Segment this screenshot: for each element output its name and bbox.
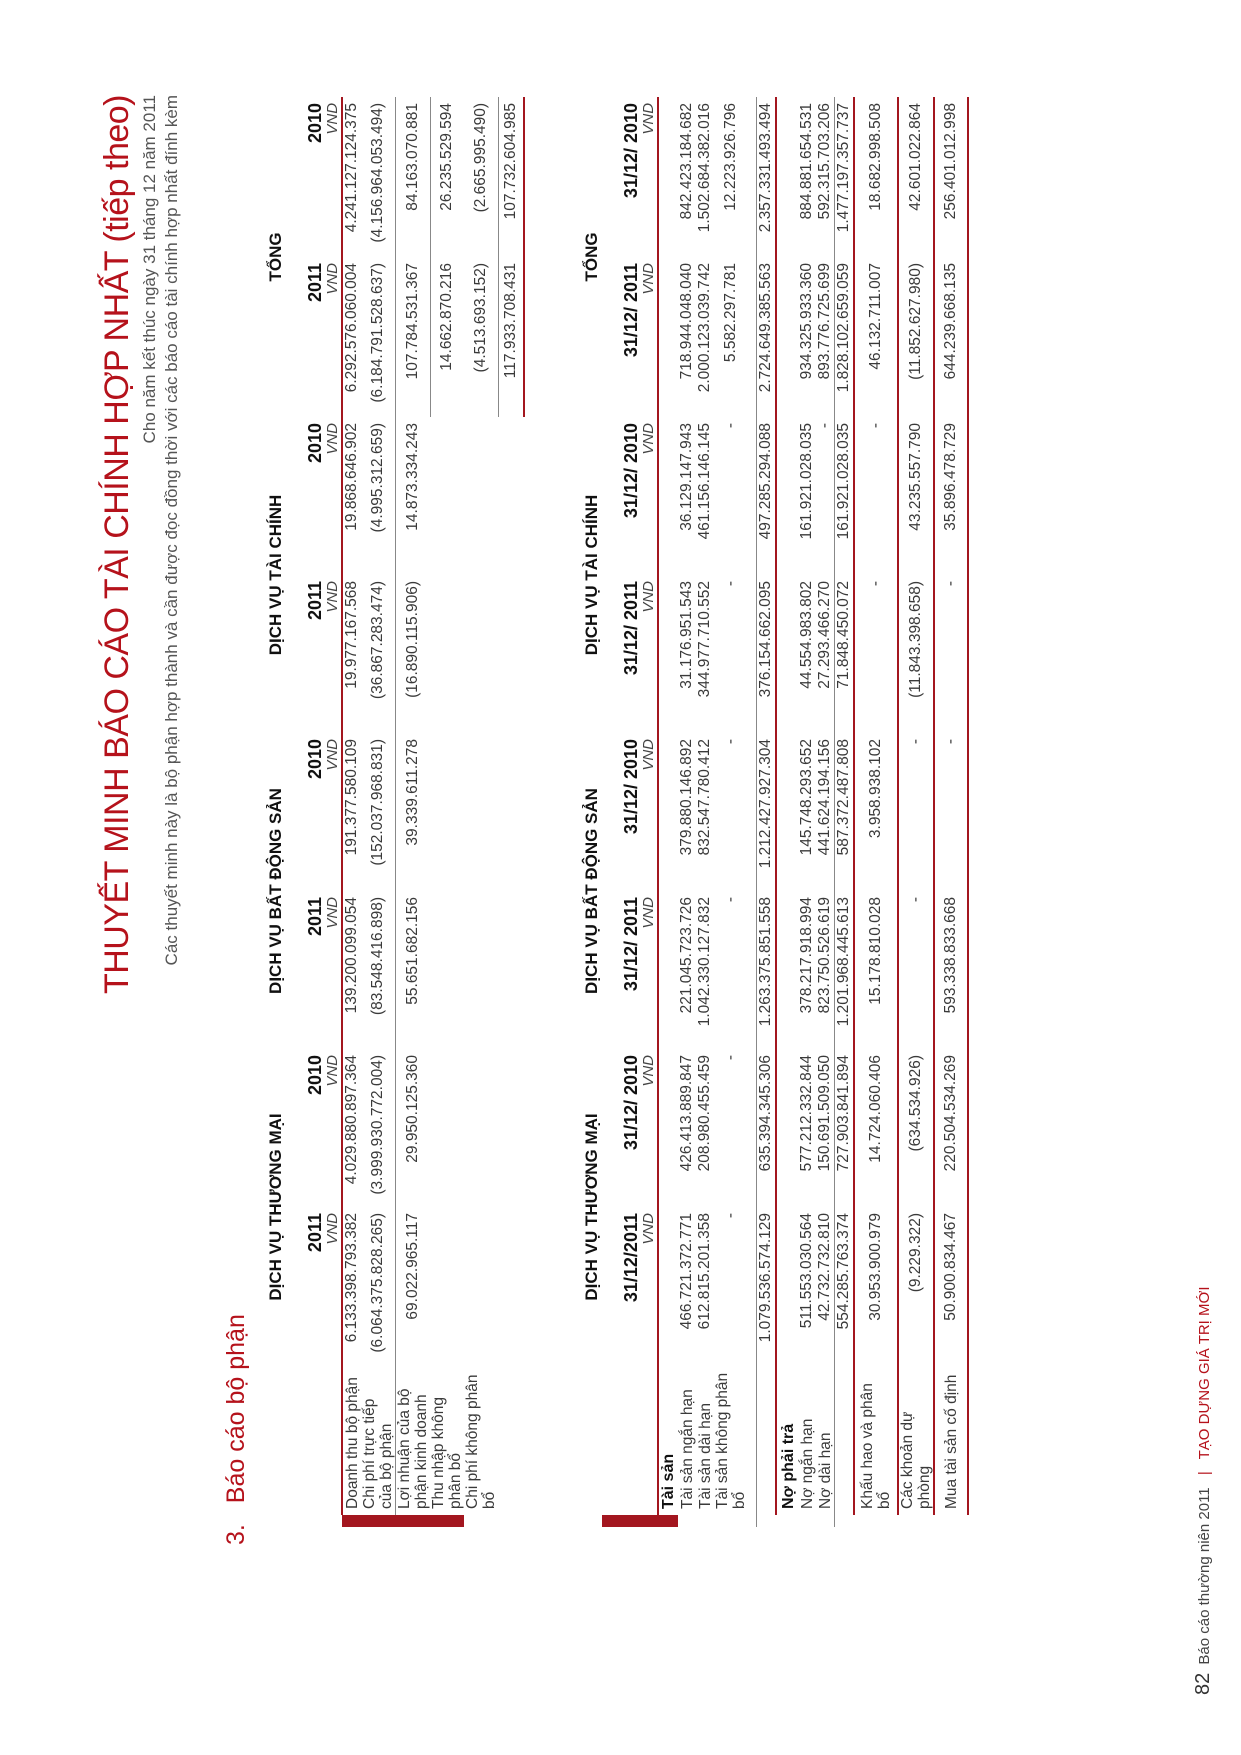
value-cell: 461.156.146.145 — [696, 422, 713, 540]
value-cell: 107.732.604.985 — [498, 97, 524, 257]
value-cell: 29.950.125.360 — [396, 1049, 431, 1207]
value-cell: - — [854, 575, 898, 733]
row-label: Các khoản dự phòng — [898, 1365, 934, 1515]
table2-date-cell: 31/12/ 2010 VND — [621, 738, 657, 835]
value-cell: 6.133.398.793.382 — [342, 1207, 361, 1365]
value-cell: 934.325.933.360 — [798, 262, 815, 380]
value-cell: 208.980.455.459 — [696, 1054, 713, 1172]
value-cell: 6.292.576.060.004 — [342, 257, 361, 417]
value-cell: 587.372.487.808 — [835, 733, 855, 891]
value-cell: 50.900.834.467 — [934, 1207, 968, 1365]
value-cell: 69.022.965.117 — [396, 1207, 431, 1365]
value-cell: 511.553.030.564 — [798, 1213, 815, 1329]
page-subtitle-period: Cho năm kết thúc ngày 31 tháng 12 năm 2011 — [140, 95, 159, 444]
value-cell: 344.977.710.552 — [696, 580, 713, 698]
value-cell: 15.178.810.028 — [854, 891, 898, 1049]
table2-row — [934, 97, 968, 1527]
value-cell: (11.852.627.980) — [898, 257, 934, 417]
value-cell: 1.212.427.927.304 — [757, 733, 777, 891]
value-cell: (2.665.995.490) — [471, 102, 489, 213]
table2-assets-total-row — [757, 97, 777, 1527]
value-cell: - — [816, 422, 833, 429]
value-cell: 379.880.146.892 — [678, 738, 695, 856]
value-cell — [430, 1049, 464, 1207]
value-cell: (9.229.322) — [898, 1207, 934, 1365]
value-cell: 12.223.926.796 — [722, 102, 739, 211]
table2-row — [696, 97, 714, 1527]
row-label: Tài sản ngắn hạn — [678, 1389, 696, 1509]
table2-date-cell: 31/12/2011 VND — [621, 1213, 657, 1303]
value-cell: 1.079.536.574.129 — [757, 1207, 777, 1365]
row-label: Chi phí trực tiếp của bộ phận — [361, 1398, 395, 1509]
table1-year-cell: 2011 VND — [305, 262, 341, 303]
value-cell: - — [722, 1054, 739, 1061]
table1-year-row — [286, 97, 342, 1527]
table2-date-cell: 31/12/ 2010 VND — [621, 102, 657, 199]
value-cell: 107.784.531.367 — [396, 257, 431, 417]
table1-year-cell: 2011 VND — [305, 896, 341, 937]
table2-group-row — [578, 97, 602, 1527]
value-cell: 842.423.184.682 — [678, 102, 695, 220]
value-cell: 14.873.334.243 — [396, 417, 431, 575]
table1-row — [464, 97, 498, 1527]
table1-year-cell: 2010 VND — [305, 102, 341, 144]
value-cell: 497.285.294.088 — [757, 417, 777, 575]
value-cell: 31.176.951.543 — [678, 580, 695, 689]
value-cell: 27.293.466.270 — [816, 580, 833, 689]
value-cell: (634.534.926) — [898, 1049, 934, 1207]
value-cell: - — [854, 417, 898, 575]
value-cell: 718.944.048.040 — [678, 262, 695, 380]
table1-year-cell: 2010 VND — [305, 422, 341, 464]
value-cell — [430, 417, 464, 575]
table1-group-trade: DỊCH VỤ THƯƠNG MẠI — [266, 1113, 285, 1301]
value-cell: 19.868.646.902 — [342, 417, 361, 575]
table2-date-cell: 31/12/ 2011 VND — [621, 580, 657, 676]
segment-income-table — [262, 97, 525, 1527]
table1-year-cell: 2011 VND — [305, 580, 341, 621]
table2-row — [898, 97, 934, 1527]
value-cell: 161.921.028.035 — [835, 417, 855, 575]
value-cell: 577.212.332.844 — [798, 1054, 815, 1172]
table2-date-cell: 31/12/ 2011 VND — [621, 262, 657, 358]
row-label: Mua tài sản cố định — [934, 1365, 968, 1515]
value-cell: 1.042.330.127.832 — [696, 896, 713, 1027]
table1-group-finance: DỊCH VỤ TÀI CHÍNH — [266, 494, 285, 656]
value-cell: 1.201.968.445.613 — [835, 891, 855, 1049]
table2-date-cell: 31/12/ 2011 VND — [621, 896, 657, 992]
value-cell — [430, 575, 464, 733]
value-cell — [430, 891, 464, 1049]
value-cell: 1.263.375.851.558 — [757, 891, 777, 1049]
value-cell — [430, 733, 464, 891]
value-cell: 42.601.022.864 — [898, 97, 934, 257]
value-cell: (4.995.312.659) — [369, 422, 386, 533]
table1-row — [342, 97, 361, 1527]
table2-row — [678, 97, 696, 1527]
value-cell: 554.285.763.374 — [835, 1207, 855, 1365]
table1-group-total: TỔNG — [266, 232, 285, 282]
value-cell: 44.554.983.802 — [798, 580, 815, 689]
value-cell: (4.156.964.053.494) — [369, 102, 386, 243]
value-cell: 26.235.529.594 — [430, 97, 464, 257]
value-cell: - — [898, 733, 934, 891]
row-label: Lợi nhuận của bộ phận kinh doanh — [396, 1365, 431, 1515]
value-cell: 376.154.662.095 — [757, 575, 777, 733]
value-cell: 5.582.297.781 — [722, 262, 739, 363]
table1-group-realestate: DỊCH VỤ BẤT ĐỘNG SẢN — [266, 788, 285, 994]
value-cell: 117.933.708.431 — [498, 257, 524, 417]
value-cell: 71.848.450.072 — [835, 575, 855, 733]
footer-tagline: TẠO DỰNG GIÁ TRỊ MỚI — [1196, 1286, 1213, 1460]
table1-row — [396, 97, 431, 1527]
value-cell: (36.867.283.474) — [369, 580, 386, 700]
value-cell: (16.890.115.906) — [396, 575, 431, 733]
section-heading — [222, 1314, 251, 1545]
value-cell: 55.651.682.156 — [396, 891, 431, 1049]
value-cell: - — [722, 896, 739, 903]
table2-group-finance: DỊCH VỤ TÀI CHÍNH — [582, 494, 601, 656]
value-cell: 18.682.998.508 — [854, 97, 898, 257]
value-cell: (83.548.416.898) — [369, 896, 386, 1016]
section-title: Báo cáo bộ phận — [222, 1314, 250, 1504]
row-label: Chi phí không phân bổ — [464, 1374, 498, 1509]
value-cell: - — [898, 891, 934, 1049]
value-cell: (152.037.968.831) — [369, 738, 386, 866]
row-label: Doanh thu bộ phận — [342, 1365, 361, 1515]
page-title: THUYẾT MINH BÁO CÁO TÀI CHÍNH HỢP NHẤT (tiếp theo) — [98, 95, 136, 995]
table1-year-cell: 2010 VND — [305, 1054, 341, 1096]
value-cell: 14.662.870.216 — [430, 257, 464, 417]
value-cell: 36.129.147.943 — [678, 422, 695, 531]
value-cell: 84.163.070.881 — [396, 97, 431, 257]
value-cell: 35.896.478.729 — [934, 417, 968, 575]
assets-heading: Tài sản — [658, 1365, 678, 1515]
value-cell: 256.401.012.998 — [934, 97, 968, 257]
table2-group-trade: DỊCH VỤ THƯƠNG MẠI — [582, 1113, 601, 1301]
page-number: 82 — [1192, 1672, 1214, 1695]
value-cell: 441.624.194.156 — [816, 738, 833, 856]
value-cell: 161.921.028.035 — [798, 422, 815, 540]
value-cell: 893.776.725.699 — [816, 262, 833, 380]
value-cell: 39.339.611.278 — [396, 733, 431, 891]
value-cell: 426.413.889.847 — [678, 1054, 695, 1172]
row-label: Nợ dài hạn — [816, 1432, 834, 1509]
value-cell: 1.477.197.357.737 — [835, 97, 855, 257]
table1-group-row — [262, 97, 286, 1527]
footer-separator: | — [1196, 1471, 1213, 1476]
value-cell: 884.881.654.531 — [798, 102, 815, 220]
page-subtitle-note: Các thuyết minh này là bộ phận hợp thành và cần được đọc đồng thời với các báo cáo tài chính hợp nhất đính kèm — [162, 95, 181, 966]
value-cell: 823.750.526.619 — [816, 896, 833, 1014]
value-cell: 1.828.102.659.059 — [835, 257, 855, 417]
value-cell: (4.513.693.152) — [471, 262, 489, 373]
table1-year-cell: 2011 VND — [305, 1213, 341, 1253]
value-cell: 832.547.780.412 — [696, 738, 713, 856]
table2-date-cell: 31/12/ 2010 VND — [621, 1054, 657, 1151]
value-cell: (3.999.930.772.004) — [369, 1054, 386, 1195]
value-cell: 612.815.201.358 — [696, 1213, 713, 1330]
value-cell: 30.953.900.979 — [854, 1207, 898, 1365]
segment-balance-table — [578, 97, 969, 1527]
report-name: Báo cáo thường niên 2011 — [1196, 1487, 1213, 1665]
table2-date-cell: 31/12/ 2010 VND — [621, 422, 657, 519]
value-cell: 221.045.723.726 — [678, 896, 695, 1014]
value-cell: 42.732.732.810 — [816, 1213, 833, 1321]
value-cell: 145.748.293.652 — [798, 738, 815, 856]
table2-row — [798, 97, 816, 1527]
table2-row — [714, 97, 748, 1527]
value-cell: - — [722, 738, 739, 745]
value-cell: - — [722, 1213, 739, 1219]
page-footer — [1192, 1286, 1215, 1695]
value-cell: 644.239.668.135 — [934, 257, 968, 417]
value-cell: 19.977.167.568 — [342, 575, 361, 733]
table1-row — [430, 97, 464, 1527]
row-label: Tài sản không phân bổ — [714, 1372, 748, 1509]
value-cell: 150.691.509.050 — [816, 1054, 833, 1172]
value-cell: (6.064.375.828.265) — [369, 1213, 386, 1353]
value-cell: 3.958.938.102 — [854, 733, 898, 891]
row-label: Khấu hao và phân bổ — [854, 1365, 898, 1515]
liabilities-heading: Nợ phải trả — [776, 1365, 798, 1515]
table2-row — [816, 97, 835, 1527]
value-cell — [430, 1207, 464, 1365]
value-cell: 378.217.918.994 — [798, 896, 815, 1014]
table1-year-cell: 2010 VND — [305, 738, 341, 780]
value-cell: 466.721.372.771 — [678, 1213, 695, 1330]
value-cell: 2.357.331.493.494 — [757, 97, 777, 257]
value-cell: 4.241.127.124.375 — [342, 97, 361, 257]
value-cell: 43.235.557.790 — [898, 417, 934, 575]
table2-assets-heading-row — [658, 97, 678, 1527]
value-cell: - — [722, 580, 739, 587]
value-cell: 635.394.345.306 — [757, 1049, 777, 1207]
value-cell: (11.843.398.658) — [898, 575, 934, 733]
value-cell: - — [722, 422, 739, 429]
value-cell: 220.504.534.269 — [934, 1049, 968, 1207]
value-cell: 4.029.880.897.364 — [342, 1049, 361, 1207]
value-cell: 191.377.580.109 — [342, 733, 361, 891]
table1-row — [498, 97, 524, 1527]
value-cell: 1.502.684.382.016 — [696, 102, 713, 233]
value-cell: 2.724.649.385.563 — [757, 257, 777, 417]
value-cell: 46.132.711.007 — [854, 257, 898, 417]
table2-group-total: TỔNG — [582, 232, 601, 282]
value-cell: 2.000.123.039.742 — [696, 262, 713, 393]
value-cell: 14.724.060.406 — [854, 1049, 898, 1207]
table2-liab-heading-row — [776, 97, 798, 1527]
row-label: Tài sản dài hạn — [696, 1403, 714, 1509]
table2-group-realestate: DỊCH VỤ BẤT ĐỘNG SẢN — [582, 788, 601, 994]
table1-row — [361, 97, 396, 1527]
value-cell: 139.200.099.054 — [342, 891, 361, 1049]
value-cell: 727.903.841.894 — [835, 1049, 855, 1207]
value-cell: 593.338.833.668 — [934, 891, 968, 1049]
section-number: 3. — [222, 1524, 250, 1545]
row-label: Nợ ngắn hạn — [798, 1418, 816, 1509]
table2-liab-total-row — [835, 97, 855, 1527]
row-label: Thu nhập không phân bổ — [430, 1396, 464, 1509]
table2-row — [854, 97, 898, 1527]
value-cell: (6.184.791.528.637) — [369, 262, 386, 403]
value-cell: 592.315.703.206 — [816, 102, 833, 220]
value-cell: - — [934, 733, 968, 891]
table2-date-row — [602, 97, 658, 1527]
value-cell: - — [934, 575, 968, 733]
